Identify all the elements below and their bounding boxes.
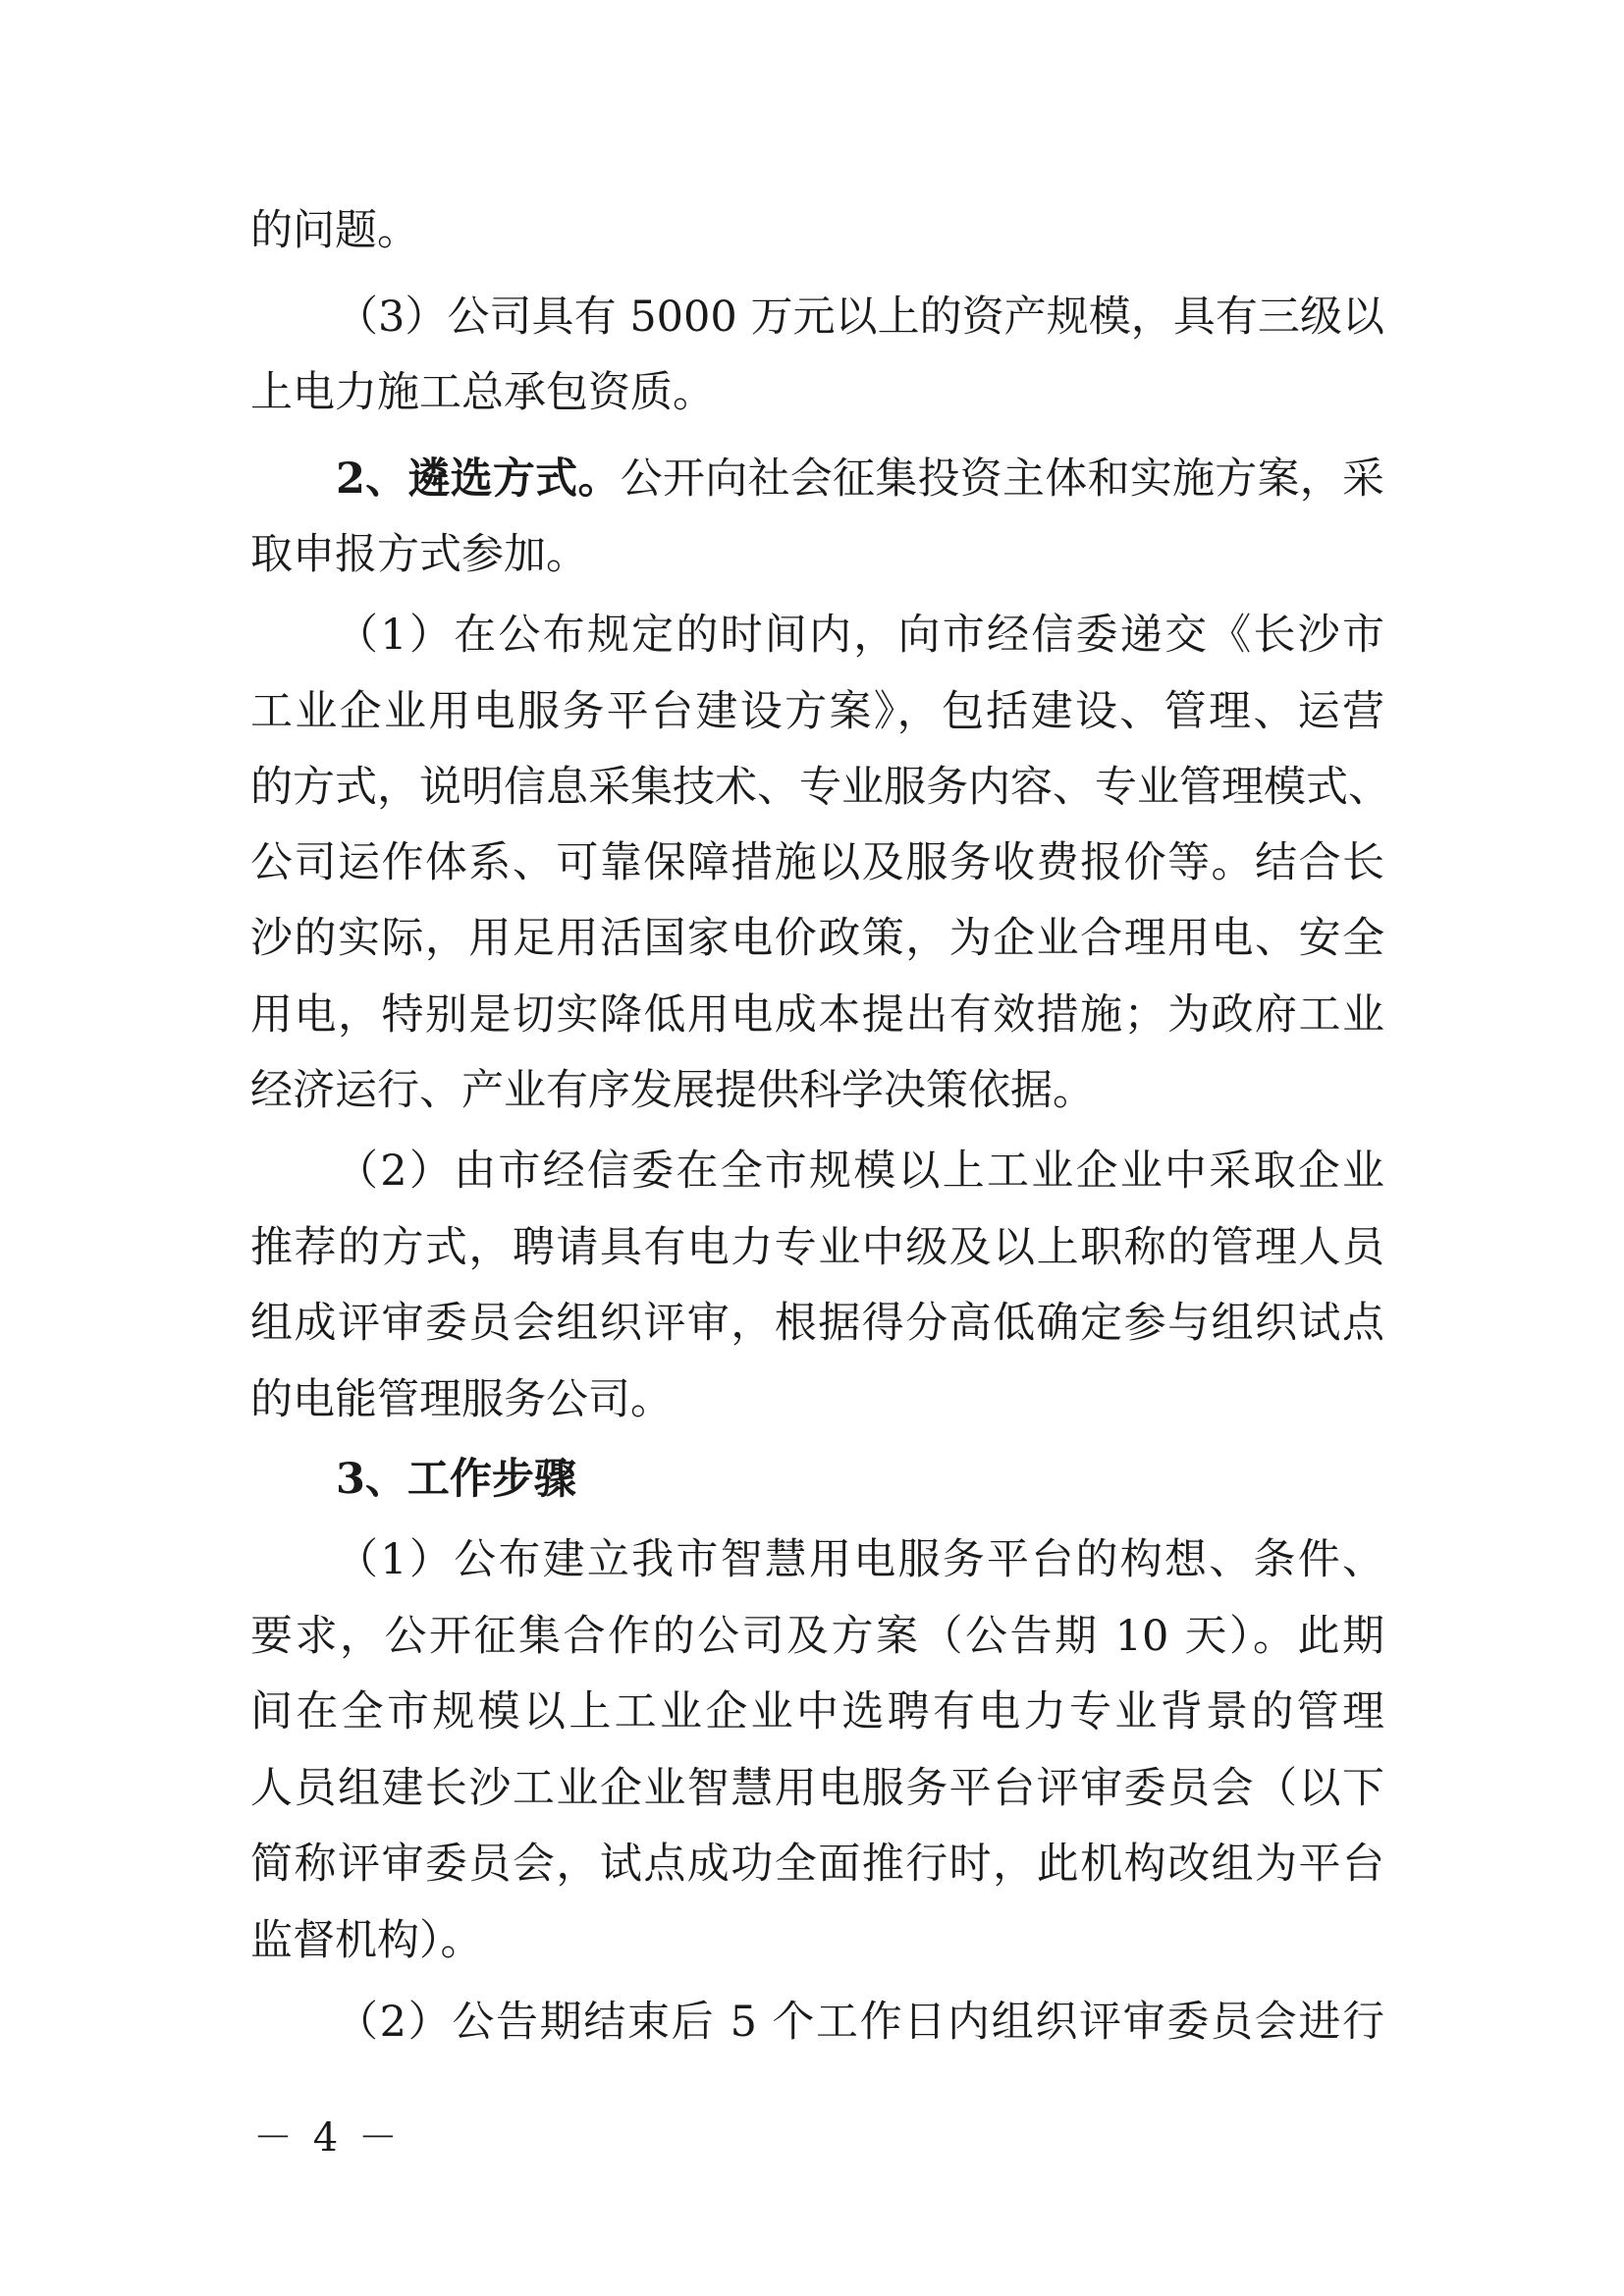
section-paragraph-selection-method [336, 450, 1384, 508]
body-line: 用电，特别是切实降低用电成本提出有效措施；为政府工业 [250, 990, 1384, 1040]
body-line: （1）公布建立我市智慧用电服务平台的构想、条件、 [336, 1535, 1384, 1584]
body-line: 组成评审委员会组织评审，根据得分高低确定参与组织试点 [250, 1299, 1384, 1348]
body-line: （3）公司具有 5000 万元以上的资产规模，具有三级以 [336, 293, 1384, 342]
section-heading-selection-method: 2、遴选方式。 [336, 454, 621, 504]
body-line: 公司运作体系、可靠保障措施以及服务收费报价等。结合长 [250, 838, 1384, 887]
section-heading-work-steps: 3、工作步骤 [336, 1455, 576, 1504]
body-line: 的方式，说明信息采集技术、专业服务内容、专业管理模式、 [250, 763, 1390, 812]
body-line: 的电能管理服务公司。 [250, 1375, 673, 1424]
body-text: 公开向社会征集投资主体和实施方案，采 [620, 454, 1385, 504]
body-line: 监督机构）。 [250, 1916, 483, 1965]
body-line: 经济运行、产业有序发展提供科学决策依据。 [250, 1066, 1095, 1115]
body-line: 沙的实际，用足用活国家电价政策，为企业合理用电、安全 [250, 914, 1384, 963]
body-line: 的问题。 [250, 206, 419, 255]
body-line: 简称评审委员会，试点成功全面推行时，此机构改组为平台 [250, 1840, 1384, 1889]
body-line: 要求，公开征集合作的公司及方案（公告期 10 天）。此期 [250, 1612, 1384, 1661]
body-line: （1）在公布规定的时间内，向市经信委递交《长沙市 [336, 611, 1384, 660]
body-line: 推荐的方式，聘请具有电力专业中级及以上职称的管理人员 [250, 1223, 1384, 1272]
body-line: （2）由市经信委在全市规模以上工业企业中采取企业 [336, 1147, 1384, 1196]
page-number: － 4 － [253, 2115, 402, 2161]
body-line: 人员组建长沙工业企业智慧用电服务平台评审委员会（以下 [250, 1764, 1384, 1813]
body-line: （2）公告期结束后 5 个工作日内组织评审委员会进行 [336, 1998, 1384, 2047]
body-line: 上电力施工总承包资质。 [250, 368, 715, 417]
body-line: 取申报方式参加。 [250, 530, 588, 579]
body-line: 工业企业用电服务平台建设方案》，包括建设、管理、运营 [250, 687, 1384, 736]
body-line: 间在全市规模以上工业企业中选聘有电力专业背景的管理 [250, 1687, 1384, 1736]
